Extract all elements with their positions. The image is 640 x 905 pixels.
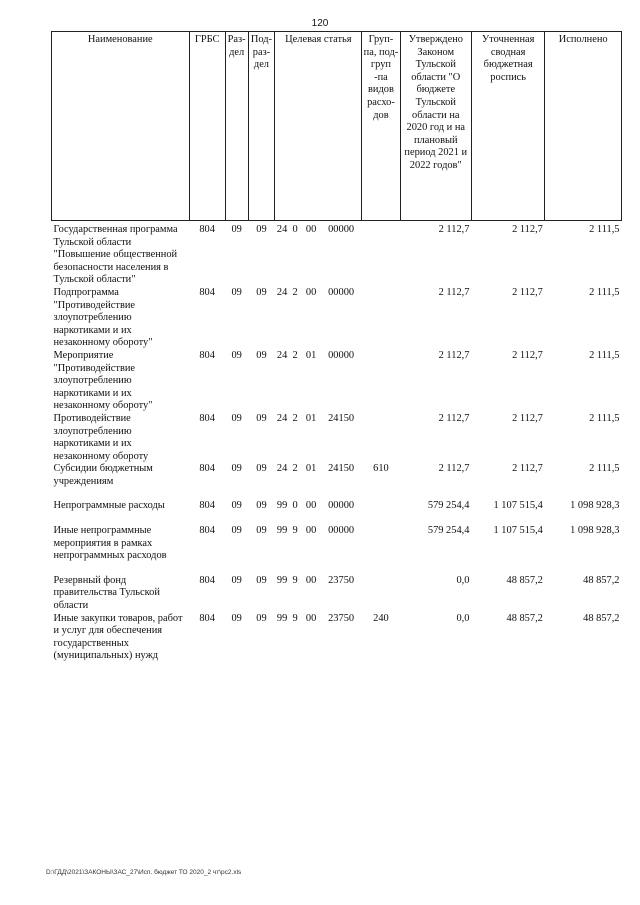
cell-grbs: 804 [199,463,215,475]
cell-prz: 09 [256,224,267,235]
cell-prz: 09 [256,612,267,624]
cell-t2: 2 [292,349,298,361]
cell-executed: 2 111,5 [589,224,620,235]
cell-t2: 2 [292,286,298,298]
cell-grbs: 804 [199,612,215,624]
cell-name: Субсидии бюджетным учреждениям [53,463,153,487]
cell-approved: 2 112,7 [438,224,470,235]
cell-executed: 1 098 928,3 [570,525,620,537]
cell-name: Иные закупки товаров, работ и услуг для обеспечения государственных (муниципальных) нужд [53,612,183,662]
cell-refined: 2 112,7 [512,224,543,235]
cell-vr [362,287,400,350]
spacer-cell [52,563,622,575]
cell-vr [362,413,400,463]
cell-t3: 01 [305,463,317,475]
table-row [52,575,622,613]
cell-rz: 09 [231,574,242,586]
cell-t1: 99 [276,574,288,586]
cell-refined: 1 107 515,4 [493,500,543,512]
table-row [52,613,622,663]
table-row [52,525,622,563]
cell-t4: 00000 [328,286,355,298]
cell-t4: 23750 [328,574,355,586]
cell-refined: 48 857,2 [506,612,543,624]
spacer-cell [52,488,622,500]
cell-rz: 09 [231,412,242,424]
cell-refined: 2 112,7 [512,286,543,298]
cell-t2: 9 [292,574,298,586]
cell-executed: 2 111,5 [589,349,620,361]
cell-name: Противодействие злоупотреблению наркотиками и их незаконному обороту [53,412,149,462]
cell-approved: 579 254,4 [427,525,470,537]
cell-name: Непрограммные расходы [53,500,165,512]
cell-executed: 1 098 928,3 [570,500,620,512]
cell-t3: 00 [305,525,317,537]
cell-refined: 2 112,7 [512,349,543,361]
cell-executed: 48 857,2 [583,574,620,586]
cell-approved: 0,0 [456,574,470,586]
cell-vr [362,575,400,613]
cell-vr [362,525,400,563]
cell-rz: 09 [231,224,242,235]
row-spacer [52,513,622,525]
cell-name: Мероприятие "Противодействие злоупотреблению наркотиками и их незаконному обороту" [53,349,153,412]
cell-t1: 24 [276,463,288,475]
header-podrazdel: Под-раз-дел [248,32,275,221]
cell-t4: 23750 [328,612,355,624]
cell-refined: 2 112,7 [512,412,543,424]
cell-t1: 24 [276,224,288,235]
cell-approved: 2 112,7 [438,412,470,424]
cell-rz: 09 [231,349,242,361]
cell-t3: 00 [305,286,317,298]
cell-approved: 2 112,7 [438,463,470,475]
cell-prz: 09 [256,525,267,537]
cell-executed: 2 111,5 [589,463,620,475]
table-row [52,221,622,287]
cell-name: Иные непрограммные мероприятия в рамках непрограммных расходов [53,525,167,562]
cell-rz: 09 [231,525,242,537]
cell-vr [362,221,400,287]
header-target: Целевая статья [275,32,362,221]
header-approved: Утверждено Законом Тульской области "О бюджете Тульской области на 2020 год и на плановый период 2021 и 2022 годов" [400,32,471,221]
cell-t4: 00000 [328,500,355,512]
cell-prz: 09 [256,574,267,586]
table-row [52,350,622,413]
cell-name: Резервный фонд правительства Тульской области [53,574,160,612]
cell-t1: 24 [276,286,288,298]
file-path: D:\ГДД\2021\ЗАКОНЫ\ЗАС_27\Исп. бюджет ТО 2020_2 чт\рс2.xls [46,869,242,876]
cell-executed: 48 857,2 [583,612,620,624]
cell-name: Государственная программа Тульской области "Повышение общественной безопасности населения в Тульской области" [53,224,178,286]
page-number: 120 [311,18,329,29]
cell-vr: 240 [373,612,389,624]
header-executed: Исполнено [545,32,622,221]
cell-approved: 2 112,7 [438,349,470,361]
header-refined: Уточненная сводная бюджетная роспись [471,32,544,221]
cell-prz: 09 [256,349,267,361]
cell-refined: 1 107 515,4 [493,525,543,537]
cell-t1: 24 [276,349,288,361]
header-grbs: ГРБС [189,32,225,221]
cell-t4: 00000 [328,349,355,361]
cell-vr [362,350,400,413]
cell-approved: 0,0 [456,612,470,624]
cell-t3: 00 [305,612,317,624]
cell-t3: 00 [305,500,317,512]
cell-refined: 2 112,7 [512,463,543,475]
table-row [52,287,622,350]
cell-grbs: 804 [199,286,215,298]
table-header-row [52,32,622,221]
cell-grbs: 804 [199,412,215,424]
cell-rz: 09 [231,500,242,512]
header-group: Груп-па, под-груп -па видов расхо-дов [362,32,400,221]
cell-t2: 9 [292,612,298,624]
spacer-cell [52,513,622,525]
cell-prz: 09 [256,286,267,298]
table-row [52,500,622,513]
budget-table [51,31,622,663]
cell-name: Подпрограмма "Противодействие злоупотреблению наркотиками и их незаконному обороту" [53,286,153,349]
cell-grbs: 804 [199,349,215,361]
cell-t1: 24 [276,412,288,424]
cell-t2: 2 [292,412,298,424]
table-row [52,463,622,488]
cell-t3: 01 [305,349,317,361]
cell-grbs: 804 [199,574,215,586]
cell-t2: 0 [292,500,298,512]
cell-t3: 00 [305,224,317,235]
cell-refined: 48 857,2 [506,574,543,586]
cell-vr [362,500,400,513]
cell-t4: 00000 [328,224,355,235]
cell-t3: 00 [305,574,317,586]
cell-grbs: 804 [199,224,215,235]
cell-t2: 9 [292,525,298,537]
cell-t4: 24150 [328,412,355,424]
cell-t3: 01 [305,412,317,424]
cell-prz: 09 [256,463,267,475]
cell-t2: 2 [292,463,298,475]
header-name: Наименование [52,32,190,221]
row-spacer [52,563,622,575]
cell-t2: 0 [292,224,298,235]
cell-t1: 99 [276,500,288,512]
cell-prz: 09 [256,412,267,424]
cell-rz: 09 [231,286,242,298]
header-razdel: Раз-дел [225,32,248,221]
row-spacer [52,488,622,500]
cell-grbs: 804 [199,500,215,512]
table-row [52,413,622,463]
cell-approved: 579 254,4 [427,500,470,512]
cell-prz: 09 [256,500,267,512]
cell-t4: 24150 [328,463,355,475]
cell-rz: 09 [231,612,242,624]
cell-t1: 99 [276,612,288,624]
cell-t4: 00000 [328,525,355,537]
cell-approved: 2 112,7 [438,286,470,298]
cell-executed: 2 111,5 [589,412,620,424]
cell-rz: 09 [231,463,242,475]
cell-grbs: 804 [199,525,215,537]
cell-vr: 610 [373,463,389,475]
cell-executed: 2 111,5 [589,286,620,298]
cell-t1: 99 [276,525,288,537]
